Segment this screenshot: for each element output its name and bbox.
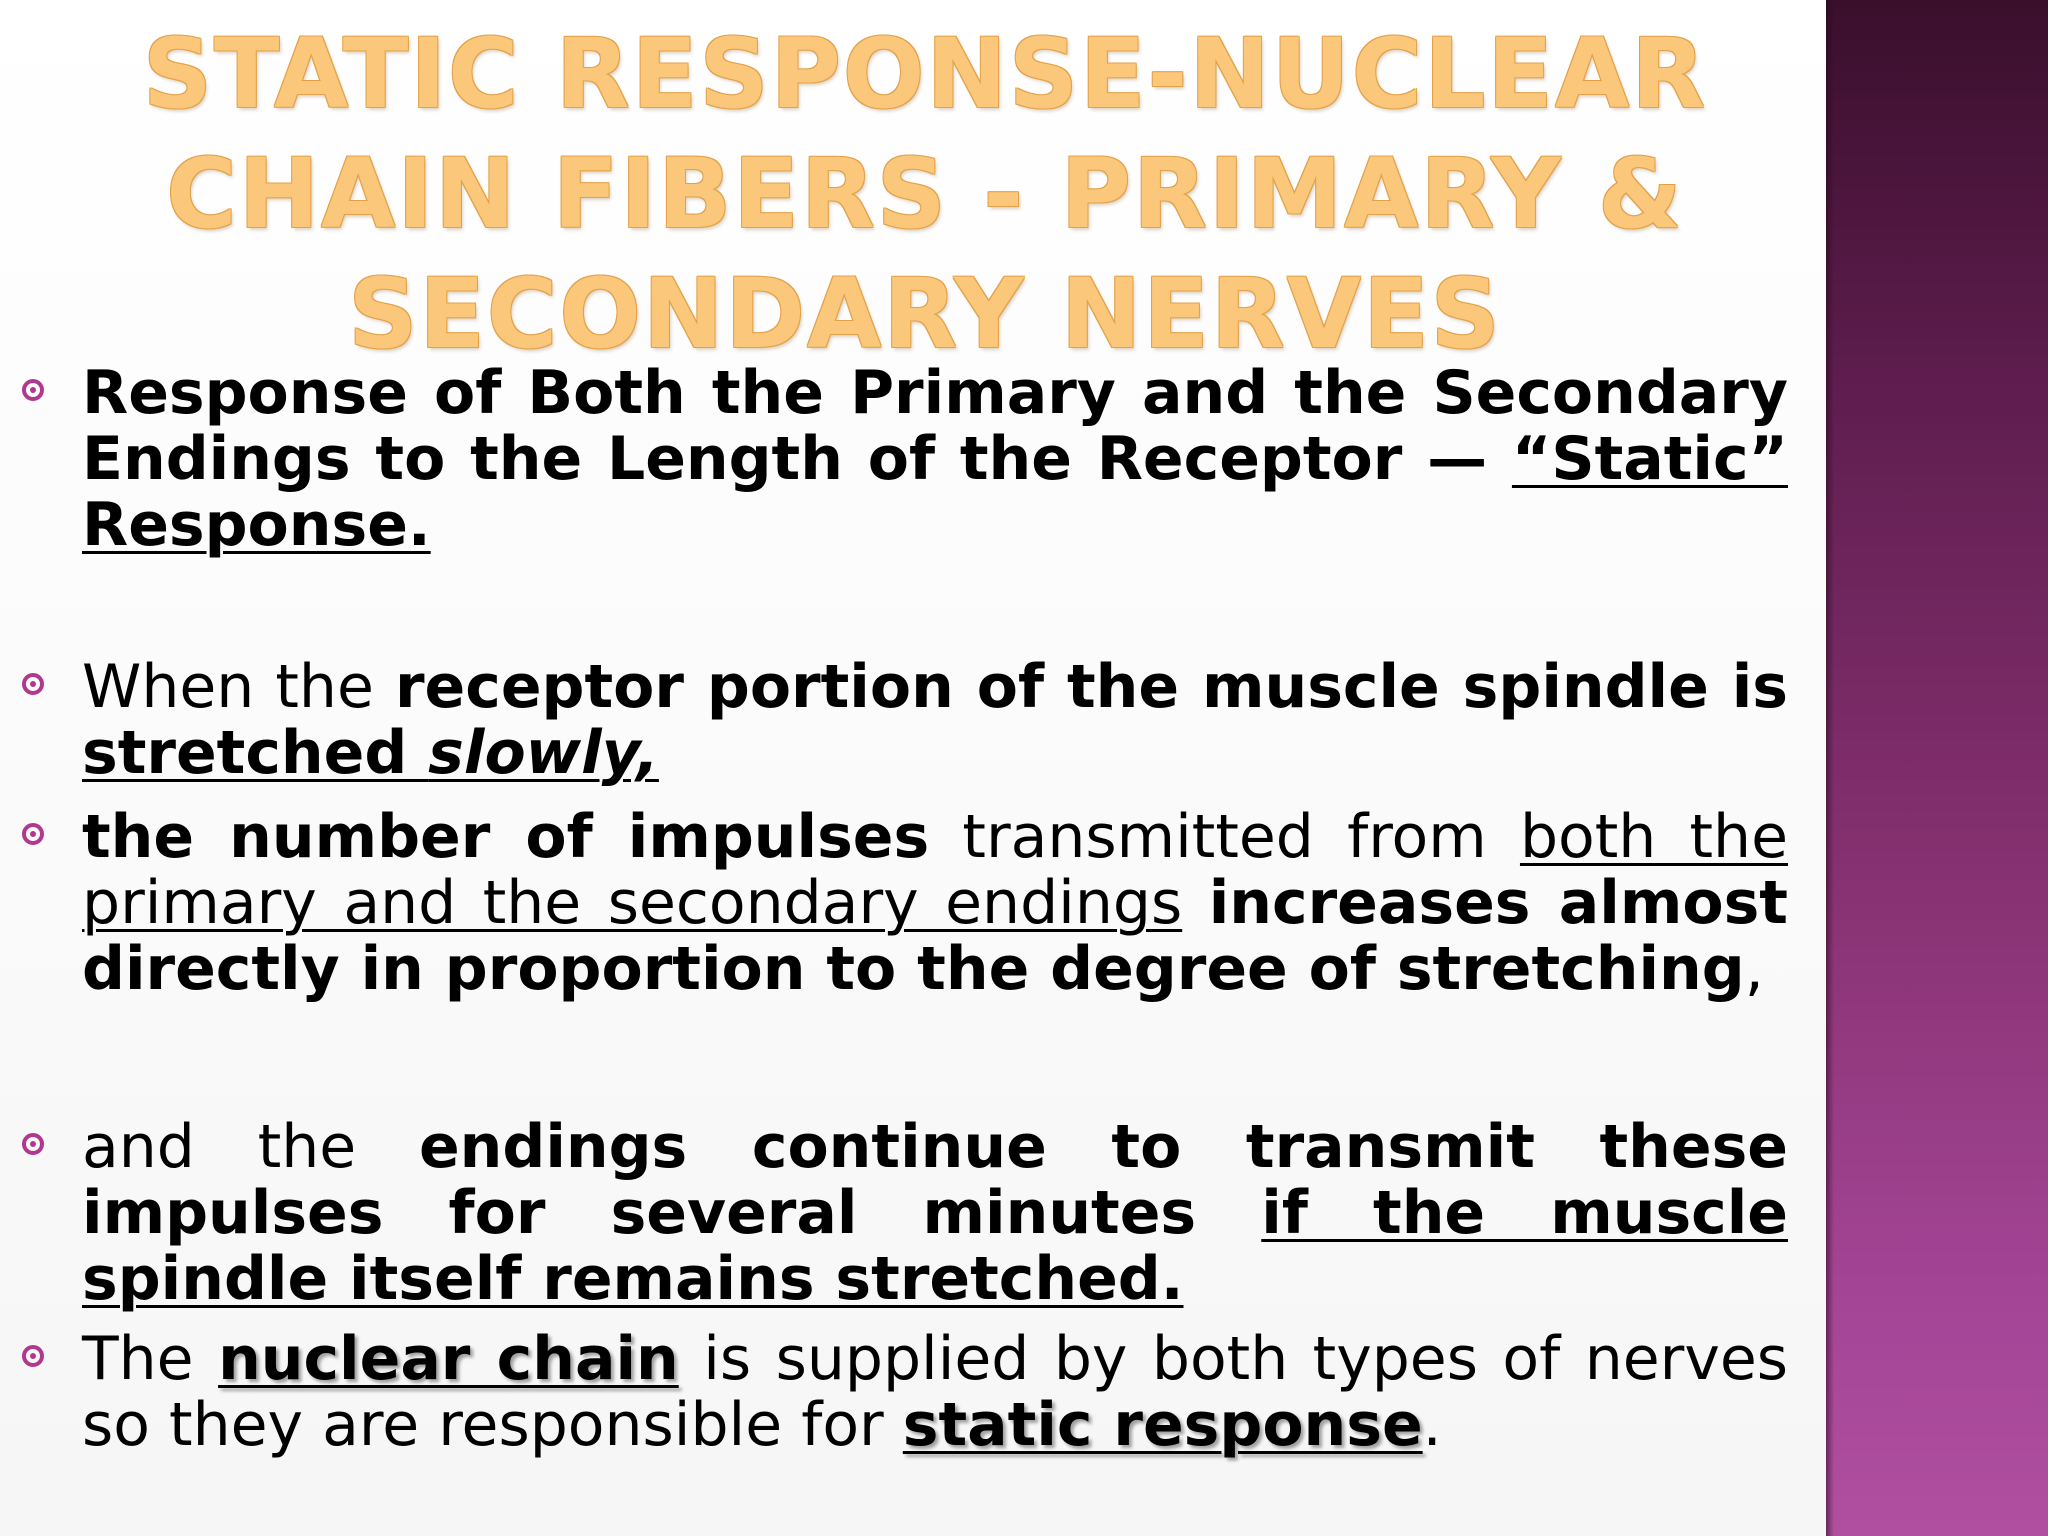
circled-dot-bullet-icon	[22, 1133, 44, 1155]
bullet-1-heading: Response of Both the Primary and the Secondary Endings to the Length of the Receptor —	[82, 358, 1788, 494]
bullet-item-5	[20, 1326, 1788, 1458]
bullet-1-static-response: “Static” Response.	[82, 424, 1788, 560]
bullet-5-nuclear-chain: nuclear chain	[218, 1324, 679, 1394]
circled-dot-bullet-icon	[22, 1345, 44, 1367]
bullet-3-text-e: increases almost directly in proportion to the degree of stretching	[82, 868, 1788, 1004]
circled-dot-bullet-icon	[22, 379, 44, 401]
bullet-item-1	[20, 360, 1788, 558]
bullet-4-text-b: endings continue to transmit these impulses for several minutes	[82, 1112, 1788, 1248]
bullet-3-text-b: transmitted from	[929, 802, 1520, 872]
slide-title: STATIC RESPONSE-NUCLEAR CHAIN FIBERS - PRIMARY & SECONDARY NERVES	[142, 18, 1708, 370]
bullet-item-2	[20, 654, 1788, 786]
bullet-3-text-f: ,	[1744, 934, 1764, 1004]
bullet-2-text-d: slowly,	[428, 718, 659, 788]
circled-dot-bullet-icon	[22, 673, 44, 695]
bullet-4-text-a: and the	[82, 1112, 419, 1182]
bullet-5-text-e: .	[1422, 1390, 1442, 1460]
bullet-3-text-c: both the primary and the secondary endings	[82, 802, 1789, 938]
bullet-2-text-b: receptor portion of the muscle spindle is	[394, 652, 1788, 722]
bullet-5-text-a: The	[82, 1324, 219, 1394]
bullet-5-text-c: is supplied by both types of nerves so they are responsible for	[82, 1324, 1789, 1460]
bullet-3-text-d	[1182, 868, 1209, 938]
decorative-side-band	[1826, 0, 2048, 1536]
bullet-2-text-a: When the	[82, 652, 395, 722]
bullet-list	[20, 360, 1788, 1458]
bullet-item-3	[20, 804, 1788, 1002]
bullet-4-text-c: if the muscle spindle itself remains stretched.	[82, 1178, 1788, 1314]
bullet-2-text-c: stretched	[82, 718, 429, 788]
bullet-5-static-response: static response	[902, 1390, 1423, 1460]
bullet-3-text-a: the number of impulses	[82, 802, 930, 872]
bullet-item-4	[20, 1114, 1788, 1312]
circled-dot-bullet-icon	[22, 823, 44, 845]
